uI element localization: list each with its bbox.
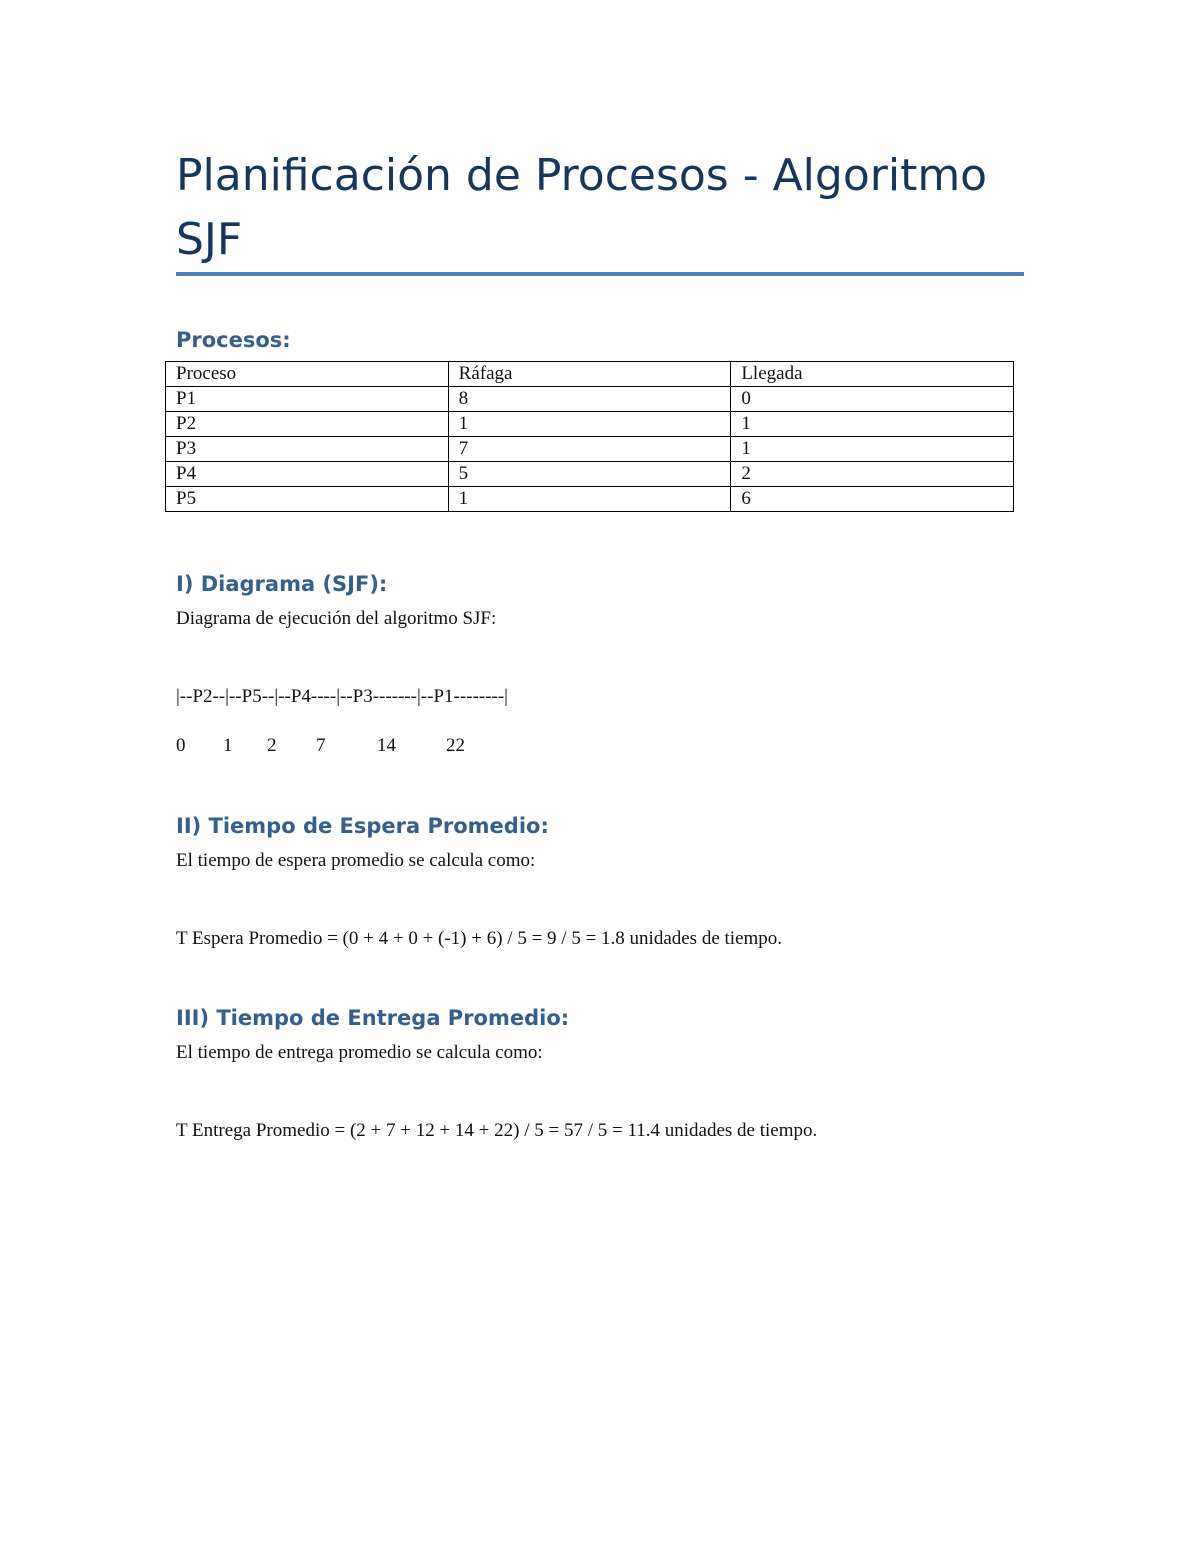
table-cell: 6 xyxy=(731,487,1014,512)
diagrama-heading: I) Diagrama (SJF): xyxy=(176,572,388,596)
table-row xyxy=(166,487,1014,512)
table-cell: 1 xyxy=(448,412,731,437)
espera-heading: II) Tiempo de Espera Promedio: xyxy=(176,814,549,838)
table-cell: P3 xyxy=(166,437,449,462)
table-row xyxy=(166,412,1014,437)
procesos-heading: Procesos: xyxy=(176,328,291,352)
process-table xyxy=(165,361,1014,512)
table-header-cell: Llegada xyxy=(731,362,1014,387)
table-row xyxy=(166,437,1014,462)
table-cell: 1 xyxy=(731,412,1014,437)
entrega-formula: T Entrega Promedio = (2 + 7 + 12 + 14 + 22) / 5 = 57 / 5 = 11.4 unidades de tiempo. xyxy=(176,1120,818,1141)
table-cell: 1 xyxy=(448,487,731,512)
time-label: 1 xyxy=(223,735,233,756)
table-cell: 2 xyxy=(731,462,1014,487)
time-label: 2 xyxy=(267,735,277,756)
table-cell: 8 xyxy=(448,387,731,412)
table-cell: 7 xyxy=(448,437,731,462)
diagrama-intro: Diagrama de ejecución del algoritmo SJF: xyxy=(176,608,497,629)
table-cell: 5 xyxy=(448,462,731,487)
table-cell: 1 xyxy=(731,437,1014,462)
table-header-cell: Ráfaga xyxy=(448,362,731,387)
time-label: 7 xyxy=(316,735,326,756)
espera-intro: El tiempo de espera promedio se calcula como: xyxy=(176,850,536,871)
table-cell: P4 xyxy=(166,462,449,487)
table-cell: 0 xyxy=(731,387,1014,412)
time-label: 0 xyxy=(176,735,186,756)
title-divider xyxy=(176,272,1024,276)
table-header-cell: Proceso xyxy=(166,362,449,387)
table-row xyxy=(166,462,1014,487)
time-label: 22 xyxy=(446,735,465,756)
entrega-heading: III) Tiempo de Entrega Promedio: xyxy=(176,1006,570,1030)
page-title: Planificación de Procesos - Algoritmo SJF xyxy=(176,150,988,265)
entrega-intro: El tiempo de entrega promedio se calcula como: xyxy=(176,1042,543,1063)
table-cell: P5 xyxy=(166,487,449,512)
table-cell: P1 xyxy=(166,387,449,412)
espera-formula: T Espera Promedio = (0 + 4 + 0 + (-1) + 6) / 5 = 9 / 5 = 1.8 unidades de tiempo. xyxy=(176,928,783,949)
table-cell: P2 xyxy=(166,412,449,437)
gantt-chart-text: |--P2--|--P5--|--P4----|--P3-------|--P1--------| xyxy=(176,686,508,707)
table-row xyxy=(166,387,1014,412)
table-header-row xyxy=(166,362,1014,387)
gantt-time-labels xyxy=(176,733,576,759)
time-label: 14 xyxy=(377,735,396,756)
